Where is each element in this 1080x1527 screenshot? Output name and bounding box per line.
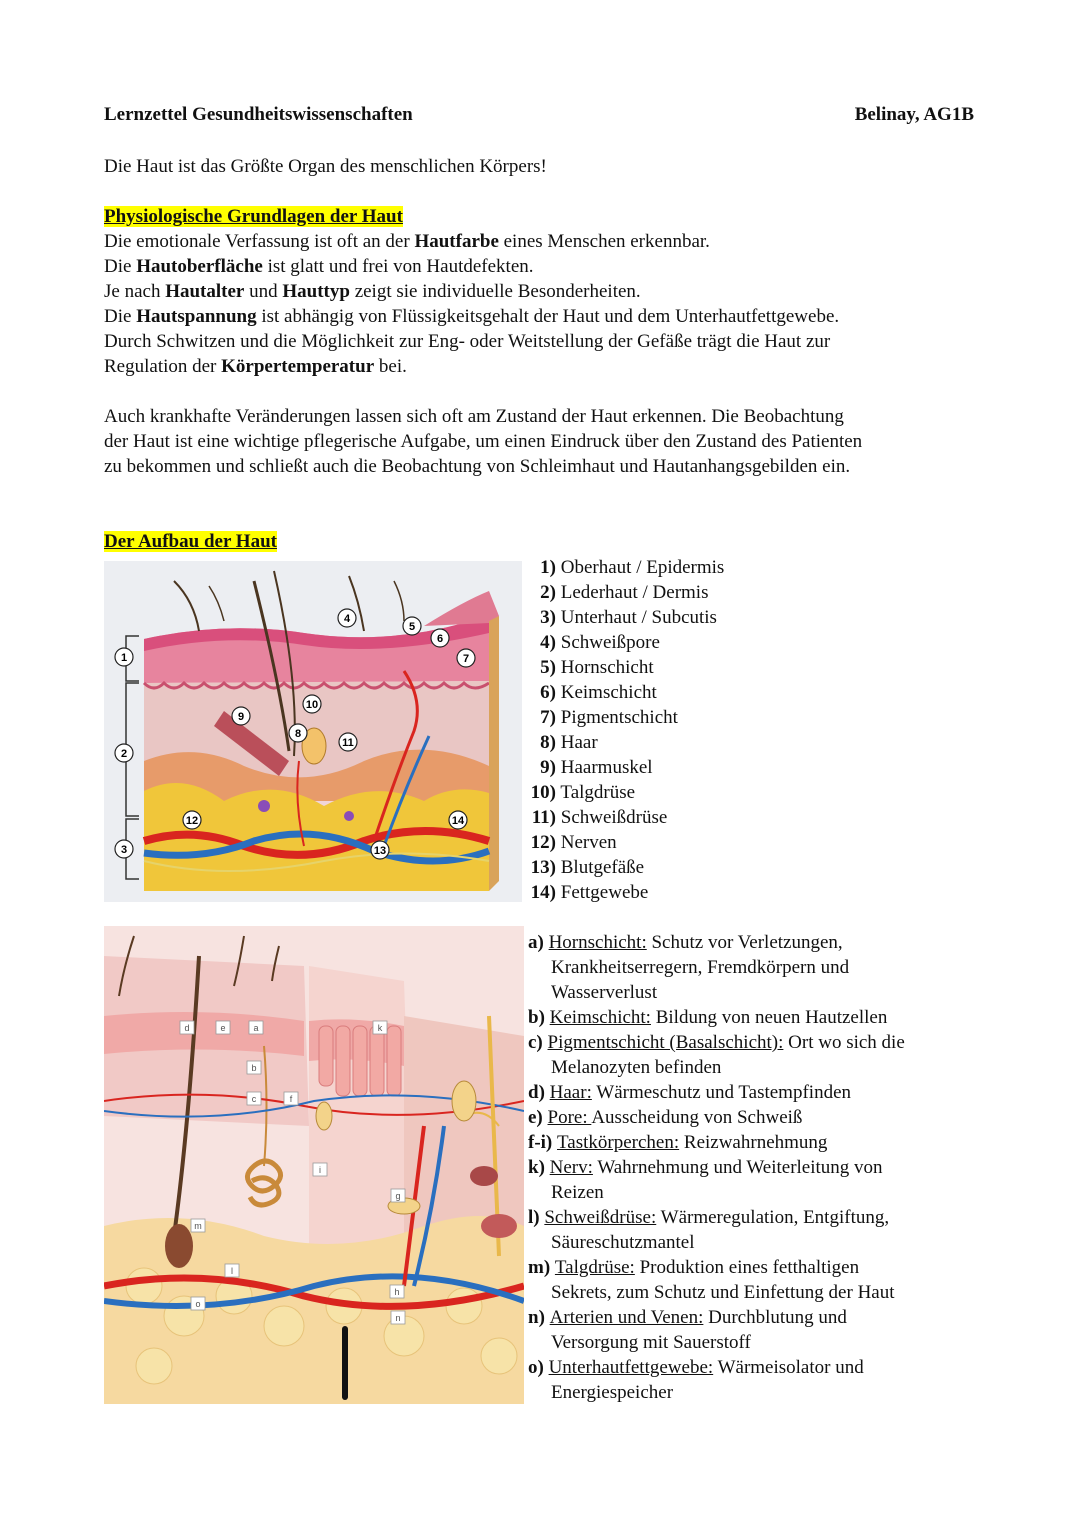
physiology-line	[104, 329, 984, 354]
function-key: n)	[528, 1307, 550, 1328]
function-key: b)	[528, 1007, 550, 1028]
svg-text:k: k	[377, 1023, 383, 1033]
line-text: Die emotionale Verfassung ist oft an der	[104, 231, 415, 252]
svg-text:i: i	[319, 1165, 321, 1175]
diagram-marker-11	[339, 733, 357, 751]
function-item	[528, 930, 968, 955]
diagram-letter-i	[313, 1163, 327, 1176]
function-text-continued: Energiespeicher	[551, 1382, 674, 1403]
svg-text:m: m	[194, 1221, 202, 1231]
diagram-letter-m	[191, 1219, 205, 1232]
section-heading-structure-wrap	[104, 529, 984, 554]
line-text: Regulation der	[104, 356, 222, 377]
author-class: Belinay, AG1B	[854, 104, 974, 125]
svg-text:10: 10	[305, 699, 319, 711]
legend-item	[524, 805, 724, 830]
diagram-letter-d	[180, 1021, 194, 1034]
function-key: m)	[528, 1257, 555, 1278]
svg-text:6: 6	[436, 633, 444, 645]
bold-term: Hautspannung	[136, 306, 257, 327]
function-item	[528, 1155, 968, 1180]
physiology-line	[104, 254, 984, 279]
function-text: Wärmeisolator und	[713, 1357, 864, 1378]
function-list	[528, 930, 968, 1405]
line-text: ist abhängig von Flüssigkeitsgehalt der Haut und dem Unterhautfettgewebe.	[256, 306, 840, 327]
legend-number: 3)	[540, 607, 556, 628]
diagram-letter-e	[216, 1021, 230, 1034]
function-term: Nerv:	[549, 1157, 593, 1178]
function-term: Talgdrüse:	[554, 1257, 635, 1278]
diagram-letter-o	[191, 1297, 205, 1310]
physiology-line	[104, 279, 984, 304]
svg-text:14: 14	[451, 815, 465, 827]
section-heading-structure: Der Aufbau der Haut	[104, 531, 277, 552]
legend-label: Schweißdrüse	[560, 807, 668, 828]
legend-label: Haar	[560, 732, 598, 753]
legend-list	[524, 555, 724, 905]
function-text-continued: Reizen	[551, 1182, 604, 1203]
function-key: k)	[528, 1157, 550, 1178]
diagram-marker-4	[338, 609, 356, 627]
legend-label: Blutgefäße	[560, 857, 645, 878]
function-text: Ausscheidung von Schweiß	[591, 1107, 803, 1128]
function-term: Pore:	[547, 1107, 592, 1128]
svg-text:3: 3	[120, 844, 128, 856]
physiology-line	[104, 229, 984, 254]
diagram-letter-g	[391, 1189, 405, 1202]
observation-paragraph	[104, 404, 984, 479]
line-text: bei.	[374, 356, 407, 377]
svg-text:e: e	[220, 1023, 226, 1033]
function-term: Keimschicht:	[549, 1007, 651, 1028]
diagram-letter-k	[373, 1021, 387, 1034]
legend-item	[524, 555, 724, 580]
section-physiology	[104, 204, 984, 379]
svg-text:l: l	[231, 1266, 233, 1276]
line-text: Die	[104, 256, 137, 277]
function-key: d)	[528, 1082, 550, 1103]
svg-text:o: o	[195, 1299, 201, 1309]
legend-item	[524, 830, 724, 855]
physiology-line	[104, 304, 984, 329]
legend-item	[524, 780, 724, 805]
diagram-marker-14	[449, 811, 467, 829]
legend-label: Keimschicht	[560, 682, 657, 703]
legend-number: 4)	[540, 632, 556, 653]
function-text: Produktion eines fetthaltigen	[634, 1257, 860, 1278]
legend-label: Pigmentschicht	[560, 707, 678, 728]
bold-term: Hautoberfläche	[136, 256, 263, 277]
diagram-marker-6	[431, 629, 449, 647]
svg-text:1: 1	[120, 652, 128, 664]
svg-text:a: a	[253, 1023, 259, 1033]
svg-text:12: 12	[185, 815, 199, 827]
legend-number: 1)	[540, 557, 556, 578]
legend-number: 11)	[531, 807, 556, 828]
function-term: Haar:	[549, 1082, 592, 1103]
diagram-letter-l	[225, 1264, 239, 1277]
legend-number: 10)	[530, 782, 556, 803]
function-text-continued: Melanozyten befinden	[551, 1057, 722, 1078]
function-item	[528, 1305, 968, 1330]
physiology-lines	[104, 229, 984, 379]
function-item	[528, 1130, 968, 1155]
skin-diagram-lettered-svg	[104, 926, 524, 1404]
function-text: Reizwahrnehmung	[679, 1132, 828, 1153]
skin-diagram-numbered	[104, 561, 522, 902]
function-key: l)	[528, 1207, 545, 1228]
bold-term: Hautfarbe	[414, 231, 499, 252]
function-text: Ort wo sich die	[783, 1032, 905, 1053]
line-text: und	[244, 281, 283, 302]
diagram-letter-a	[249, 1021, 263, 1034]
legend-label: Schweißpore	[560, 632, 660, 653]
legend-item	[524, 605, 724, 630]
header	[104, 104, 974, 126]
diagram-marker-7	[457, 649, 475, 667]
physiology-line	[104, 354, 984, 379]
line-text: Die	[104, 306, 137, 327]
legend-number: 6)	[540, 682, 556, 703]
function-text: Wärmeregulation, Entgiftung,	[656, 1207, 890, 1228]
svg-text:n: n	[395, 1313, 401, 1323]
svg-text:13: 13	[373, 845, 387, 857]
line-text: eines Menschen erkennbar.	[498, 231, 710, 252]
diagram-letter-n	[391, 1311, 405, 1324]
diagram-marker-5	[403, 617, 421, 635]
function-term: Unterhautfettgewebe:	[548, 1357, 714, 1378]
function-item	[528, 1005, 968, 1030]
function-item	[528, 1355, 968, 1380]
diagram-letter-b	[247, 1061, 261, 1074]
function-text: Durchblutung und	[703, 1307, 847, 1328]
legend-number: 5)	[540, 657, 556, 678]
line-text: ist glatt und frei von Hautdefekten.	[262, 256, 534, 277]
document-title: Lernzettel Gesundheitswissenschaften	[104, 104, 413, 125]
legend-item	[524, 730, 724, 755]
function-text-continued: Wasserverlust	[551, 982, 658, 1003]
function-item	[528, 1030, 968, 1055]
paragraph-line: zu bekommen und schließt auch die Beobachtung von Schleimhaut und Hautanhangsgebilden ein.	[104, 456, 851, 477]
function-text-continued: Krankheitserregern, Fremdkörpern und	[551, 957, 850, 978]
intro-text: Die Haut ist das Größte Organ des menschlichen Körpers!	[104, 156, 547, 177]
diagram-marker-1	[115, 648, 133, 666]
svg-text:9: 9	[237, 711, 245, 723]
legend-number: 9)	[540, 757, 556, 778]
section-heading-physiology: Physiologische Grundlagen der Haut	[104, 206, 403, 227]
legend-label: Hornschicht	[560, 657, 654, 678]
legend-number: 13)	[530, 857, 556, 878]
function-key: c)	[528, 1032, 548, 1053]
bold-term: Körpertemperatur	[221, 356, 375, 377]
svg-text:c: c	[251, 1094, 257, 1104]
function-item	[528, 1105, 968, 1130]
legend-label: Nerven	[560, 832, 617, 853]
svg-text:4: 4	[343, 613, 351, 625]
legend-label: Haarmuskel	[560, 757, 653, 778]
legend-label: Lederhaut / Dermis	[560, 582, 709, 603]
function-key: a)	[528, 932, 549, 953]
diagram-marker-13	[371, 841, 389, 859]
line-text: zeigt sie individuelle Besonderheiten.	[349, 281, 641, 302]
legend-label: Fettgewebe	[560, 882, 649, 903]
diagram-letter-f	[284, 1092, 298, 1105]
function-key: o)	[528, 1357, 549, 1378]
diagram-letter-h	[390, 1285, 404, 1298]
function-term: Hornschicht:	[548, 932, 647, 953]
legend-number: 7)	[540, 707, 556, 728]
paragraph-line: Auch krankhafte Veränderungen lassen sich oft am Zustand der Haut erkennen. Die Beobachtung	[104, 406, 844, 427]
legend-item	[524, 705, 724, 730]
diagram-marker-3	[115, 840, 133, 858]
legend-number: 12)	[530, 832, 556, 853]
bold-term: Hautalter	[165, 281, 245, 302]
diagram-marker-9	[232, 707, 250, 725]
svg-text:f: f	[289, 1094, 293, 1104]
legend-label: Unterhaut / Subcutis	[560, 607, 717, 628]
function-text-continued: Säureschutzmantel	[551, 1232, 695, 1253]
svg-text:g: g	[395, 1191, 401, 1201]
legend-item	[524, 655, 724, 680]
diagram-marker-8	[289, 724, 307, 742]
svg-text:11: 11	[342, 737, 354, 749]
function-term: Schweißdrüse:	[544, 1207, 657, 1228]
legend-number: 14)	[530, 882, 556, 903]
diagram-letter-c	[247, 1092, 261, 1105]
skin-diagram-lettered	[104, 926, 524, 1404]
legend-number: 8)	[540, 732, 556, 753]
legend-item	[524, 880, 724, 905]
paragraph-line: der Haut ist eine wichtige pflegerische Aufgabe, um einen Eindruck über den Zustand des Patienten	[104, 431, 863, 452]
function-text-continued: Versorgung mit Sauerstoff	[551, 1332, 751, 1353]
legend-item	[524, 630, 724, 655]
line-text: Je nach	[104, 281, 166, 302]
function-key: f-i)	[528, 1132, 558, 1153]
legend-item	[524, 680, 724, 705]
function-term: Arterien und Venen:	[549, 1307, 704, 1328]
legend-label: Oberhaut / Epidermis	[560, 557, 725, 578]
function-term: Tastkörperchen:	[557, 1132, 680, 1153]
svg-text:8: 8	[294, 728, 302, 740]
line-text: Durch Schwitzen und die Möglichkeit zur Eng- oder Weitstellung der Gefäße trägt die Haut zur	[104, 331, 831, 352]
svg-text:b: b	[251, 1063, 257, 1073]
function-text: Wahrnehmung und Weiterleitung von	[592, 1157, 883, 1178]
svg-text:d: d	[184, 1023, 190, 1033]
svg-text:5: 5	[408, 621, 416, 633]
function-term: Pigmentschicht (Basalschicht):	[547, 1032, 784, 1053]
function-item	[528, 1255, 968, 1280]
function-item	[528, 1080, 968, 1105]
diagram-marker-2	[115, 744, 133, 762]
function-text: Wärmeschutz und Tastempfinden	[591, 1082, 852, 1103]
function-text: Bildung von neuen Hautzellen	[650, 1007, 888, 1028]
bold-term: Hauttyp	[282, 281, 350, 302]
function-item	[528, 1205, 968, 1230]
diagram-marker-10	[303, 695, 321, 713]
legend-label: Talgdrüse	[560, 782, 636, 803]
function-key: e)	[528, 1107, 548, 1128]
svg-text:h: h	[394, 1287, 400, 1297]
function-text: Schutz vor Verletzungen,	[646, 932, 843, 953]
svg-text:7: 7	[462, 653, 470, 665]
function-text-continued: Sekrets, zum Schutz und Einfettung der Haut	[551, 1282, 895, 1303]
skin-diagram-numbered-svg	[104, 561, 522, 902]
legend-item	[524, 855, 724, 880]
svg-text:2: 2	[120, 748, 128, 760]
legend-item	[524, 580, 724, 605]
legend-item	[524, 755, 724, 780]
diagram-marker-12	[183, 811, 201, 829]
legend-number: 2)	[540, 582, 556, 603]
